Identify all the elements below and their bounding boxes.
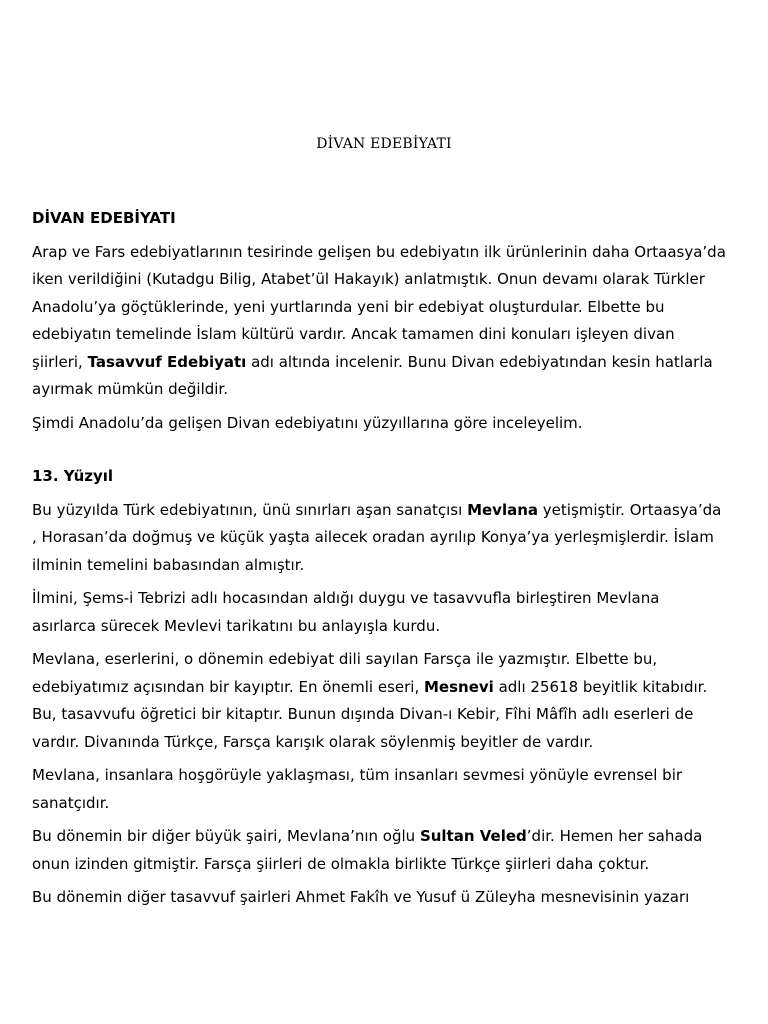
document-title: DİVAN EDEBİYATI: [316, 136, 452, 152]
term-mesnevi: Mesnevi: [424, 677, 494, 696]
term-mevlana: Mevlana: [467, 500, 539, 519]
term-sultan-veled: Sultan Veled: [419, 827, 527, 845]
paragraph-century-3: Mevlana, eserlerini, o dönemin edebiyat dili sayılan Farsça ile yazmıştır. Elbette bu, edebiyatımız açısından bir kayıptır. En önemli eseri, Mesnevi adlı 25618 beyitlik kitabıdır. Bu, tasavvufu öğretici bir kitaptır. Bunun dışında Divan-ı Kebir, Fîhi Mâfîh adlı eserleri de vardır. Divanında Türkçe, Farsça karışık olarak söylenmiş beyitler de vardır.: [32, 650, 708, 751]
paragraph-century-6: Bu dönemin diğer tasavvuf şairleri Ahmet Fakîh ve Yusuf ü Züleyha mesnevisinin yazarı: [32, 888, 690, 906]
century-heading: 13. Yüzyıl: [32, 467, 114, 485]
paragraph-century-4: Mevlana, insanlara hoşgörüyle yaklaşması, tüm insanları sevmesi yönüyle evrensel bir sanatçıdır.: [32, 766, 683, 812]
paragraph-intro-1: Arap ve Fars edebiyatlarının tesirinde gelişen bu edebiyatın ilk ürünlerinin daha Ortaasya’da iken verildiğini (Kutadgu Bilig, Atabet’ül Hakayık) anlatmıştık. Onun devamı olarak Türkler Anadolu’ya göçtüklerinde, yeni yurtlarında yeni bir edebiyat oluşturdular. Elbette bu edebiyatın temelinde İslam kültürü vardır. Ancak tamamen dini konuları işleyen divan şiirleri, Tasavvuf Edebiyatı adı altında incelenir. Bunu Divan edebiyatından kesin hatlarla ayırmak mümkün değildir.: [32, 242, 726, 398]
paragraph-century-2: İlmini, Şems-i Tebrizi adlı hocasından aldığı duygu ve tasavvufla birleştiren Mevlana asırlarca sürecek Mevlevi tarikatını bu anlayışla kurdu.: [32, 589, 660, 635]
section-heading: DİVAN EDEBİYATI: [32, 209, 176, 227]
term-tasavvuf-edebiyati: Tasavvuf Edebiyatı: [87, 352, 247, 371]
paragraph-century-1: Bu yüzyılda Türk edebiyatının, ünü sınırları aşan sanatçısı Mevlana yetişmiştir. Ortaasya’da , Horasan’da doğmuş ve küçük yaşta ailecek oradan ayrılıp Konya’ya yerleşmişlerdir. İslam ilminin temelini babasından almıştır.: [32, 500, 722, 574]
paragraph-century-5: Bu dönemin bir diğer büyük şairi, Mevlana’nın oğlu Sultan Veled’dir. Hemen her sahada onun izinden gitmiştir. Farsça şiirleri de olmakla birlikte Türkçe şiirleri daha çoktur.: [32, 827, 703, 873]
document-body: [32, 205, 752, 918]
paragraph-intro-2: Şimdi Anadolu’da gelişen Divan edebiyatını yüzyıllarına göre inceleyelim.: [32, 413, 583, 432]
